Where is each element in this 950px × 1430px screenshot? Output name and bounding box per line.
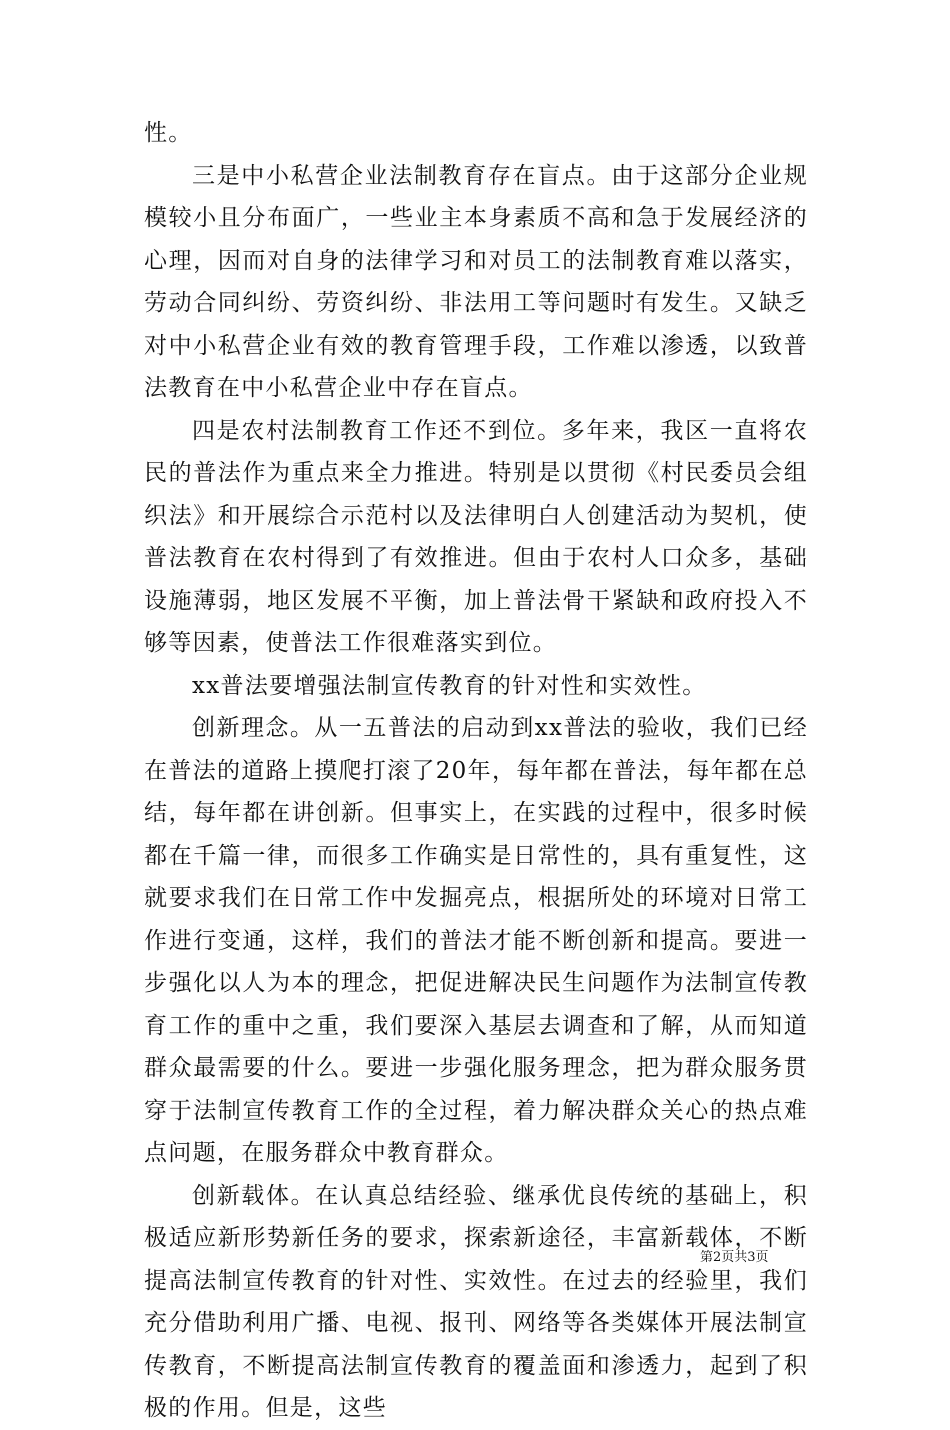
paragraph-private-enterprises: 三是中小私营企业法制教育存在盲点。由于这部分企业规模较小且分布面广，一些业主本身素质不高和急于发展经济的心理，因而对自身的法律学习和对员工的法制教育难以落实，劳动合同纠纷、劳资纠纷、非法用工等问题时有发生。又缺乏对中小私营企业有效的教育管理手段，工作难以渗透，以致普法教育在中小私营企业中存在盲点。 [144,162,808,401]
document-body [144,112,808,1430]
paragraph-innovate-carrier: 创新载体。在认真总结经验、继承优良传统的基础上，积极适应新形势新任务的要求，探索新途径，丰富新载体，不断提高法制宣传教育的针对性、实效性。在过去的经验里，我们充分借助利用广播、电视、报刊、网络等各类媒体开展法制宣传教育，不断提高法制宣传教育的覆盖面和渗透力，起到了积极的作用。但是，这些 [144,1182,808,1421]
paragraph-innovate-concept: 创新理念。从一五普法的启动到xx普法的验收，我们已经在普法的道路上摸爬打滚了20年，每年都在普法，每年都在总结，每年都在讲创新。但事实上，在实践的过程中，很多时候都在千篇一律，而很多工作确实是日常性的，具有重复性，这就要求我们在日常工作中发掘亮点，根据所处的环境对日常工作进行变通，这样，我们的普法才能不断创新和提高。要进一步强化以人为本的理念，把促进解决民生问题作为法制宣传教育工作的重中之重，我们要深入基层去调查和了解，从而知道群众最需要的什么。要进一步强化服务理念，把为群众服务贯穿于法制宣传教育工作的全过程，着力解决群众关心的热点难点问题，在服务群众中教育群众。 [144,715,808,1166]
paragraph-rural-education: 四是农村法制教育工作还不到位。多年来，我区一直将农民的普法作为重点来全力推进。特别是以贯彻《村民委员会组织法》和开展综合示范村以及法律明白人创建活动为契机，使普法教育在农村得到了有效推进。但由于农村人口众多，基础设施薄弱，地区发展不平衡，加上普法骨干紧缺和政府投入不够等因素，使普法工作很难落实到位。 [144,417,808,656]
page-number-footer: 第2页共3页 [700,1250,769,1265]
paragraph-targeted-effectiveness: xx普法要增强法制宣传教育的针对性和实效性。 [192,672,707,699]
paragraph-continuation: 性。 [144,120,193,146]
